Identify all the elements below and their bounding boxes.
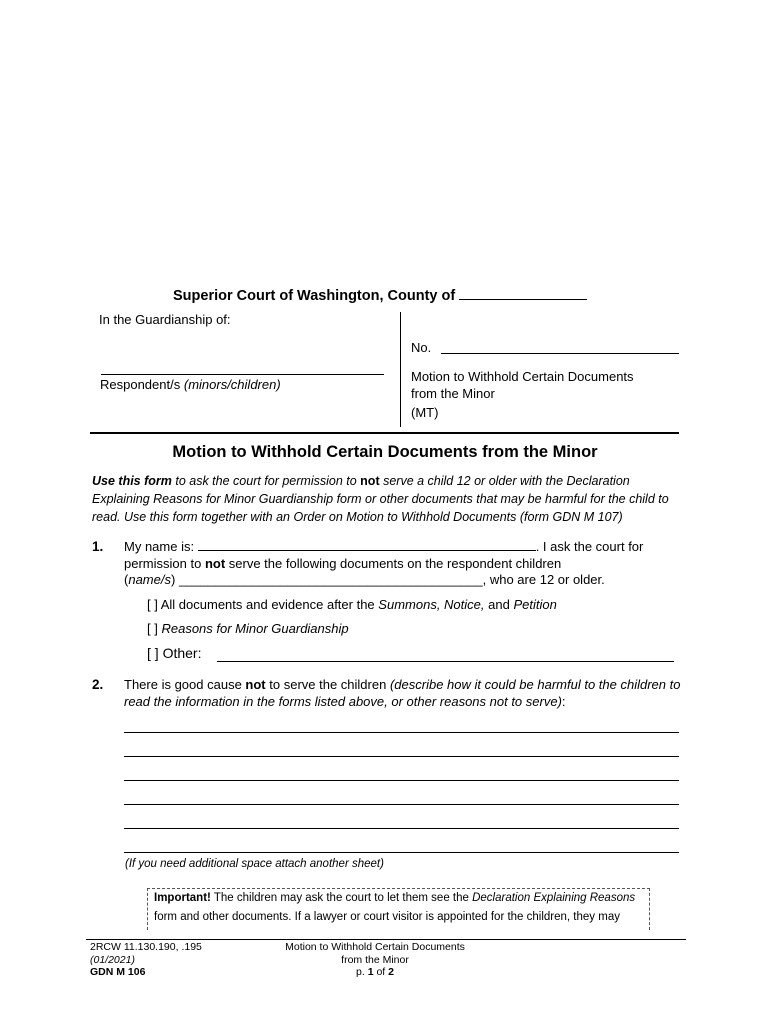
item-2-number: 2.: [92, 677, 104, 692]
reason-line-4[interactable]: [124, 804, 679, 805]
footer-divider: [86, 939, 686, 940]
item-1-text: My name is: . I ask the court for permission to not serve the following documents on the respondent children (name/s) __________________________________________, who are 12 or older.: [124, 539, 644, 587]
other-field[interactable]: [217, 661, 674, 662]
children-names-field[interactable]: __________________________________________: [178, 572, 483, 587]
my-name-field[interactable]: [198, 550, 536, 551]
page-number: 1: [367, 966, 374, 978]
reason-line-1[interactable]: [124, 732, 679, 733]
reason-line-5[interactable]: [124, 828, 679, 829]
case-number-field[interactable]: [441, 353, 679, 354]
important-notice: Important! The children may ask the court to let them see the Declaration Explaining Reasons form and other documents. If a lawyer or court visitor is appointed for the children, they may: [147, 888, 650, 930]
respondent-label: Respondent/s (minors/children): [100, 377, 281, 392]
case-number-label: No.: [411, 340, 432, 355]
reason-line-6[interactable]: [124, 852, 679, 853]
page-title: Motion to Withhold Certain Documents from the Minor: [172, 443, 598, 461]
option-all-documents: [ ] All documents and evidence after the Summons, Notice, and Petition: [147, 597, 557, 612]
caption-divider: [400, 312, 401, 427]
intro-paragraph: Use this form to ask the court for permission to not serve a child 12 or older with the Declaration Explaining Reasons for Minor Guardianship form or other documents that may be harmful for the child to read. Use this form together with an Order on Motion to Withhold Documents (form GDN M 107): [92, 474, 669, 524]
checkbox-other[interactable]: [ ]: [147, 645, 159, 661]
doc-code: (MT): [411, 405, 439, 420]
header-divider: [90, 432, 679, 434]
county-field[interactable]: [459, 299, 587, 300]
checkbox-all-documents[interactable]: [ ]: [147, 597, 158, 612]
caption-doc-title: Motion to Withhold Certain Documents from the Minor: [411, 369, 634, 401]
footer-doc-title: Motion to Withhold Certain Documents from the Minor p. 1 of 2: [285, 941, 465, 978]
footer-form-info: 2RCW 11.130.190, .195 (01/2021) GDN M 106: [90, 941, 202, 978]
court-name: Superior Court of Washington, County of: [173, 288, 456, 304]
respondent-name-field[interactable]: [101, 374, 384, 375]
option-other: [ ] Other:: [147, 645, 202, 661]
checkbox-reasons[interactable]: [ ]: [147, 621, 158, 636]
additional-space-note: (If you need additional space attach another sheet): [125, 858, 384, 870]
option-reasons: [ ] Reasons for Minor Guardianship: [147, 621, 349, 636]
reason-line-2[interactable]: [124, 756, 679, 757]
guardianship-label: In the Guardianship of:: [99, 312, 231, 327]
item-1-number: 1.: [92, 539, 104, 554]
page-total: 2: [388, 966, 394, 978]
item-2-text: There is good cause not to serve the children (describe how it could be harmful to the children to read the information in the forms listed above, or other reasons not to serve):: [124, 677, 681, 709]
reason-line-3[interactable]: [124, 780, 679, 781]
court-heading: [173, 288, 587, 304]
